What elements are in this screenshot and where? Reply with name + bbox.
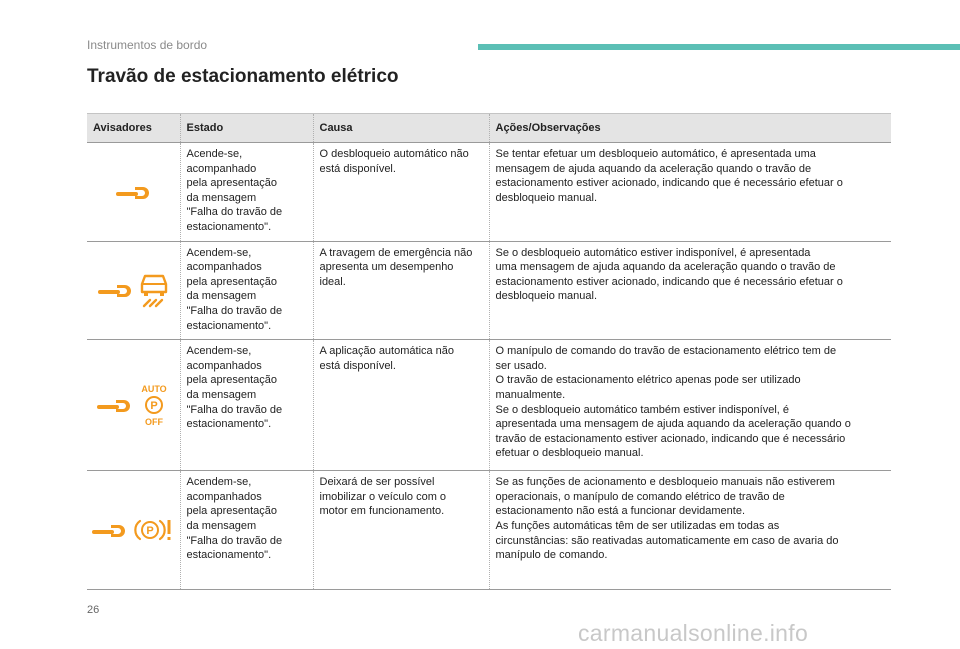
wrench-icon: [92, 522, 126, 538]
acoes-cell: [489, 471, 891, 590]
estado-text: Acendem-se, acompanhados pela apresentação da mensagem "Falha do travão de estacionamento".: [186, 476, 283, 562]
warning-icons-cell: [87, 241, 180, 340]
causa-cell: [313, 340, 489, 471]
acoes-cell: [489, 241, 891, 340]
causa-cell: [313, 471, 489, 590]
acoes-text: O manípulo de comando do travão de estacionamento elétrico tem de ser usado. O travão de estacionamento elétrico apenas pode ser utilizado manualmente. Se o desbloqueio automático também estiver indisponível, é apresentada uma mensagem de ajuda aquando da aceleração quando o travão de estacionamento estiver acionado, indicando que é necessário efetuar o desbloqueio manual.: [495, 345, 851, 460]
svg-text:P: P: [146, 525, 154, 538]
causa-text: A travagem de emergência não apresenta um desempenho ideal.: [319, 246, 473, 288]
estado-cell: [180, 471, 313, 590]
warning-icons-cell: [87, 471, 180, 590]
acoes-cell: [489, 143, 891, 242]
causa-cell: [313, 241, 489, 340]
warning-lights-table: [87, 113, 891, 590]
column-header-causa: Causa: [313, 114, 489, 143]
column-header-acoes: Ações/Observações: [489, 114, 891, 143]
warning-icons-cell: [87, 143, 180, 242]
parking-brake-fault-icon: [134, 517, 174, 543]
acoes-cell: [489, 340, 891, 471]
page-title: Travão de estacionamento elétrico: [87, 66, 399, 87]
auto-label: AUTO: [141, 384, 167, 395]
svg-text:P: P: [150, 400, 158, 413]
acoes-text: Se o desbloqueio automático estiver indisponível, é apresentada uma mensagem de ajuda aquando da aceleração quando o travão de estacionamento estiver acionado, indicando que é necessário efetuar o desbloqueio manual.: [495, 246, 843, 303]
wrench-icon: [97, 397, 131, 413]
table-row: [87, 471, 891, 590]
causa-text: Deixará de ser possível imobilizar o veículo com o motor em funcionamento.: [319, 476, 447, 518]
header-accent-bar: [478, 44, 960, 50]
estado-text: Acende-se, acompanhado pela apresentação da mensagem "Falha do travão de estacionamento".: [186, 148, 283, 233]
causa-text: A aplicação automática não está disponível.: [319, 345, 455, 372]
column-header-avisadores: Avisadores: [87, 114, 180, 143]
estado-text: Acendem-se, acompanhados pela apresentação da mensagem "Falha do travão de estacionamento".: [186, 246, 283, 332]
estado-cell: [180, 143, 313, 242]
estado-text: Acendem-se, acompanhados pela apresentação da mensagem "Falha do travão de estacionamento".: [186, 345, 283, 431]
causa-text: O desbloqueio automático não está disponível.: [319, 148, 469, 175]
table-row: [87, 241, 891, 340]
estado-cell: [180, 340, 313, 471]
acoes-text: Se as funções de acionamento e desbloqueio manuais não estiverem operacionais, o manípulo de comando elétrico de travão de estacionamento não está a funcionar devidamente. As funções automáticas têm de ser utilizadas em todas as circunstâncias: são reativadas automaticamente em caso de avaria do manípulo de comando.: [495, 476, 839, 562]
table-row: [87, 340, 891, 471]
watermark: carmanualsonline.info: [578, 620, 809, 646]
warning-icons-cell: [87, 340, 180, 471]
auto-p-off-icon: [139, 383, 169, 427]
off-label: OFF: [145, 417, 164, 428]
column-header-estado: Estado: [180, 114, 313, 143]
estado-cell: [180, 241, 313, 340]
wrench-icon: [98, 282, 132, 298]
emergency-braking-icon: [140, 272, 168, 308]
section-label: Instrumentos de bordo: [87, 38, 208, 52]
wrench-icon: [116, 184, 150, 200]
table-row: [87, 143, 891, 242]
acoes-text: Se tentar efetuar um desbloqueio automático, é apresentada uma mensagem de ajuda aquando da aceleração quando o travão de estacionamento estiver acionado, indicando que é necessário efetuar o desbloqueio manual.: [495, 148, 843, 204]
causa-cell: [313, 143, 489, 242]
table-header-row: [87, 114, 891, 143]
page-number: 26: [87, 604, 100, 616]
